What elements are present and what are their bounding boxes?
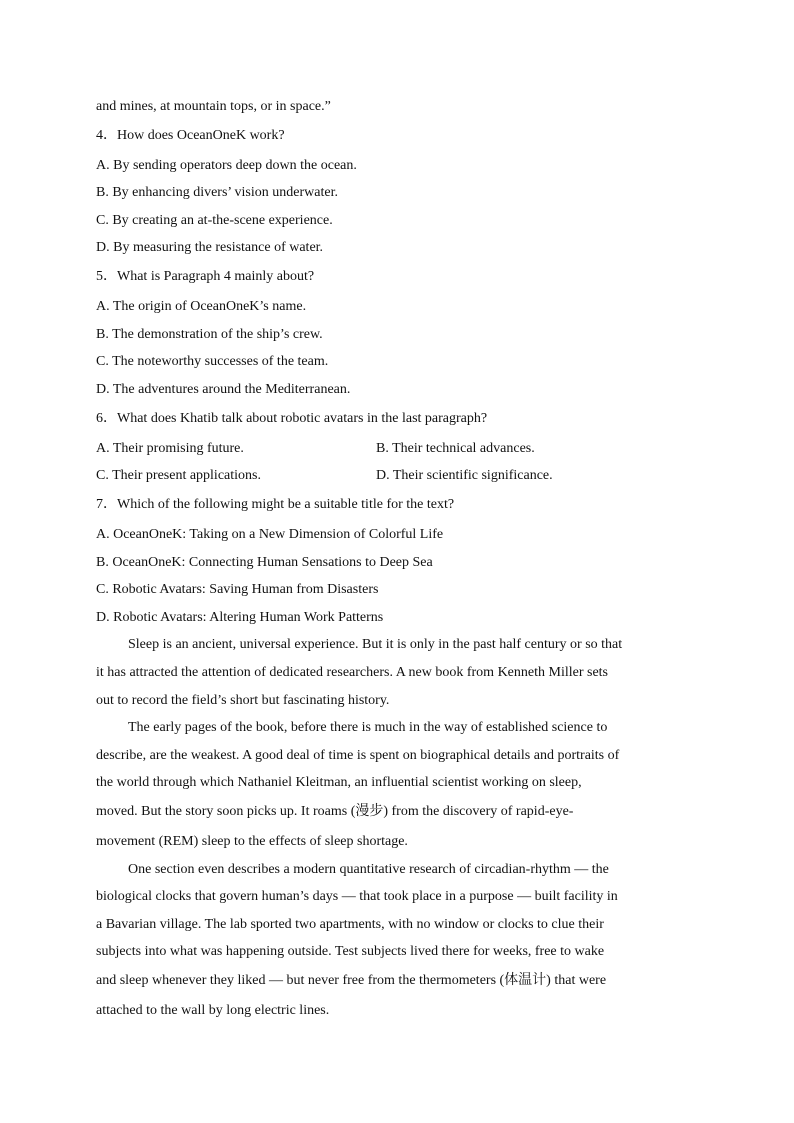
passage-line: One section even describes a modern quantitative research of circadian-rhythm — the (128, 862, 609, 877)
passage-line: a Bavarian village. The lab sported two apartments, with no window or clocks to clue their (96, 917, 604, 932)
question-4-option-c: C. By creating an at-the-scene experience. (96, 213, 333, 228)
passage-line: movement (REM) sleep to the effects of sleep shortage. (96, 834, 408, 849)
question-7-option-d: D. Robotic Avatars: Altering Human Work Patterns (96, 610, 384, 625)
question-5-stem: 5．What is Paragraph 4 mainly about? (96, 269, 315, 284)
passage-line: and sleep whenever they liked — but never free from the thermometers (体温计) that were (96, 973, 607, 988)
intro-line: and mines, at mountain tops, or in space.” (96, 99, 331, 114)
question-6-option-d: D. Their scientific significance. (376, 468, 553, 483)
question-4-option-a: A. By sending operators deep down the ocean. (96, 158, 357, 173)
question-7-option-a: A. OceanOneK: Taking on a New Dimension of Colorful Life (96, 527, 444, 542)
question-5-option-c: C. The noteworthy successes of the team. (96, 354, 329, 369)
passage-line: it has attracted the attention of dedicated researchers. A new book from Kenneth Miller sets (96, 665, 608, 680)
passage-line: subjects into what was happening outside. Test subjects lived there for weeks, free to wake (96, 944, 605, 959)
passage-line: the world through which Nathaniel Kleitman, an influential scientist working on sleep, (96, 775, 582, 790)
question-7-option-b: B. OceanOneK: Connecting Human Sensations to Deep Sea (96, 555, 433, 570)
question-6-stem: 6．What does Khatib talk about robotic avatars in the last paragraph? (96, 411, 488, 426)
question-4-option-d: D. By measuring the resistance of water. (96, 240, 324, 255)
question-6-option-c: C. Their present applications. (96, 468, 261, 483)
passage-line: describe, are the weakest. A good deal of time is spent on biographical details and portraits of (96, 748, 620, 763)
passage-line: biological clocks that govern human’s days — that took place in a purpose — built facility in (96, 889, 618, 904)
passage-line: Sleep is an ancient, universal experience. But it is only in the past half century or so that (128, 637, 623, 652)
question-7-stem: 7．Which of the following might be a suitable title for the text? (96, 497, 455, 512)
question-6-option-a: A. Their promising future. (96, 441, 244, 456)
question-7-option-c: C. Robotic Avatars: Saving Human from Disasters (96, 582, 379, 597)
passage-line: out to record the field’s short but fascinating history. (96, 693, 390, 708)
question-5-option-b: B. The demonstration of the ship’s crew. (96, 327, 323, 342)
passage-line: The early pages of the book, before there is much in the way of established science to (128, 720, 608, 735)
question-4-stem: 4．How does OceanOneK work? (96, 128, 285, 143)
question-6-option-b: B. Their technical advances. (376, 441, 535, 456)
passage-line: attached to the wall by long electric lines. (96, 1003, 330, 1018)
question-5-option-d: D. The adventures around the Mediterranean. (96, 382, 351, 397)
question-4-option-b: B. By enhancing divers’ vision underwater. (96, 185, 338, 200)
passage-line: moved. But the story soon picks up. It roams (漫步) from the discovery of rapid-eye- (96, 804, 574, 819)
question-5-option-a: A. The origin of OceanOneK’s name. (96, 299, 307, 314)
